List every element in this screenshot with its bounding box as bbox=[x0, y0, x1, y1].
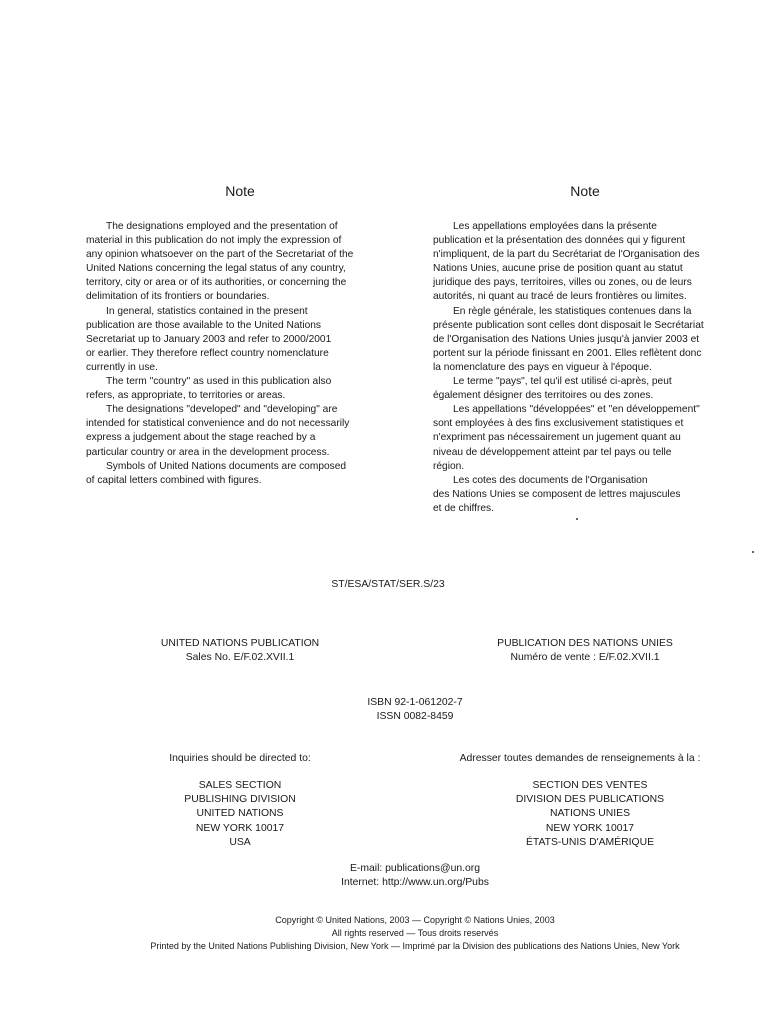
address-line: SALES SECTION bbox=[198, 780, 282, 791]
address-french bbox=[470, 779, 710, 850]
paragraph-line: niveau de développement atteint par tel pays ou telle bbox=[433, 446, 672, 458]
paragraph-line: territory, city or area or of its authorities, or concerning the bbox=[86, 277, 347, 289]
paragraph-line: des Nations Unies se composent de lettres majuscules bbox=[433, 488, 681, 500]
publication-english-line1: UNITED NATIONS PUBLICATION bbox=[160, 638, 320, 649]
paragraph-line: En règle générale, les statistiques contenues dans la bbox=[453, 305, 692, 317]
numero-de-vente: Numéro de vente : E/F.02.XVII.1 bbox=[510, 652, 660, 664]
paragraph-line: publication et la présentation des données qui y figurent bbox=[433, 235, 686, 247]
paragraph-line: présente publication sont celles dont disposait le Secrétariat bbox=[433, 319, 704, 331]
address-line: SECTION DES VENTES bbox=[532, 780, 648, 791]
paragraph-line: juridique des pays, territoires, villes ou zones, ou de leurs bbox=[433, 277, 692, 289]
paragraph-line: également désigner des territoires ou des zones. bbox=[433, 390, 654, 402]
paragraph-line: of capital letters combined with figures. bbox=[86, 474, 262, 486]
paragraph-line: The term "country" as used in this publication also bbox=[106, 376, 332, 388]
paragraph-line: Les appellations employées dans la présente bbox=[453, 221, 657, 232]
isbn: ISBN 92-1-061202-7 bbox=[367, 697, 463, 708]
paragraph-line: n'impliquent, de la part du Secrétariat de l'Organisation des bbox=[433, 249, 700, 261]
address-line: NEW YORK 10017 bbox=[195, 822, 285, 834]
publication-french bbox=[455, 637, 715, 665]
paragraph-line: The designations employed and the presentation of bbox=[106, 221, 338, 232]
publication-english bbox=[120, 637, 360, 665]
address-line: NEW YORK 10017 bbox=[545, 822, 635, 834]
address-line: PUBLISHING DIVISION bbox=[184, 794, 296, 806]
document-symbol: ST/ESA/STAT/SER.S/23 bbox=[331, 579, 445, 590]
paragraph-line: sont employées à des fins exclusivement statistiques et bbox=[433, 418, 684, 430]
note-english-body bbox=[86, 220, 396, 488]
paragraph-line: autorités, ni quant au tracé de leurs frontières ou limites. bbox=[433, 291, 687, 303]
stray-mark bbox=[752, 551, 754, 553]
paragraph-line: intended for statistical convenience and do not necessarily bbox=[86, 418, 350, 430]
paragraph-line: express a judgement about the stage reached by a bbox=[86, 432, 316, 444]
paragraph-line: portent sur la période finissant en 2001. Elles reflètent donc bbox=[433, 347, 702, 359]
paragraph-line: currently in use. bbox=[86, 361, 158, 373]
rights-reserved: All rights reserved — Tous droits reservés bbox=[331, 928, 499, 938]
paragraph-line: In general, statistics contained in the present bbox=[106, 305, 308, 317]
paragraph-line: et de chiffres. bbox=[433, 502, 494, 514]
paragraph-line: Le terme "pays", tel qu'il est utilisé ci-après, peut bbox=[453, 376, 672, 388]
contact bbox=[290, 862, 540, 890]
printed-by: Printed by the United Nations Publishing Division, New York — Imprimé par la Division des publications des Nations Unies, New York bbox=[150, 941, 680, 951]
inquiries-english-heading: Inquiries should be directed to: bbox=[169, 753, 311, 764]
paragraph-line: Nations Unies, aucune prise de position quant au statut bbox=[433, 263, 683, 275]
note-title-french: Note bbox=[570, 183, 600, 199]
address-english bbox=[140, 779, 340, 850]
paragraph-line: la nomenclature des pays en vigueur à l'époque. bbox=[433, 361, 652, 373]
paragraph-line: Symbols of United Nations documents are composed bbox=[106, 460, 347, 472]
paragraph-line: refers, as appropriate, to territories or areas. bbox=[86, 390, 286, 402]
paragraph-line: or earlier. They therefore reflect country nomenclature bbox=[86, 347, 329, 359]
isbn-issn bbox=[308, 696, 522, 724]
paragraph-line: particular country or area in the development process. bbox=[86, 446, 330, 458]
paragraph-line: material in this publication do not imply the expression of bbox=[86, 235, 342, 247]
publication-french-line1: PUBLICATION DES NATIONS UNIES bbox=[497, 638, 673, 649]
email-address[interactable]: E-mail: publications@un.org bbox=[349, 863, 481, 874]
note-french-body bbox=[433, 220, 763, 516]
paragraph-line: any opinion whatsoever on the part of the Secretariat of the bbox=[86, 249, 354, 261]
paragraph-line: Les cotes des documents de l'Organisation bbox=[453, 474, 648, 486]
address-line: ÉTATS-UNIS D'AMÉRIQUE bbox=[525, 836, 655, 848]
paragraph-line: n'expriment pas nécessairement un jugement quant au bbox=[433, 432, 681, 444]
address-line: UNITED NATIONS bbox=[196, 808, 284, 820]
address-line: USA bbox=[229, 836, 251, 848]
sales-number: Sales No. E/F.02.XVII.1 bbox=[185, 652, 295, 664]
paragraph-line: delimitation of its frontiers or boundaries. bbox=[86, 291, 270, 303]
stray-mark bbox=[576, 518, 578, 520]
paragraph-line: United Nations concerning the legal status of any country, bbox=[86, 263, 346, 275]
paragraph-line: Secretariat up to January 2003 and refer to 2000/2001 bbox=[86, 333, 332, 345]
copyright: Copyright © United Nations, 2003 — Copyright © Nations Unies, 2003 bbox=[275, 915, 555, 925]
issn: ISSN 0082-8459 bbox=[376, 711, 454, 723]
paragraph-line: de l'Organisation des Nations Unies jusqu'à janvier 2003 et bbox=[433, 333, 700, 345]
paragraph-line: région. bbox=[433, 460, 465, 472]
paragraph-line: Les appellations "développées" et "en développement" bbox=[453, 404, 700, 416]
paragraph-line: The designations "developed" and "developing" are bbox=[106, 404, 338, 416]
note-title-english: Note bbox=[225, 183, 255, 199]
address-line: DIVISION DES PUBLICATIONS bbox=[515, 794, 665, 806]
paragraph-line: publication are those available to the United Nations bbox=[86, 319, 322, 331]
address-line: NATIONS UNIES bbox=[549, 808, 631, 820]
internet-address[interactable]: Internet: http://www.un.org/Pubs bbox=[341, 877, 489, 889]
inquiries-french-heading: Adresser toutes demandes de renseignements à la : bbox=[459, 753, 701, 764]
